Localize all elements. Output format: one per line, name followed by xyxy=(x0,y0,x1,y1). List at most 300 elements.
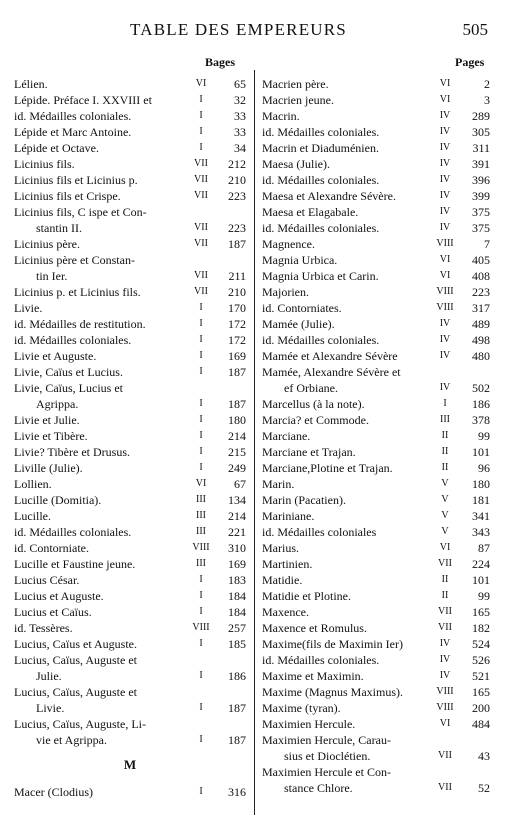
index-entry xyxy=(14,620,246,636)
page-ref: 33 xyxy=(234,125,246,139)
entry-text: Lépide et Octave. xyxy=(14,141,99,155)
index-entry xyxy=(262,332,490,348)
index-entry xyxy=(262,620,490,636)
page-ref: 182 xyxy=(472,621,490,635)
index-entry xyxy=(14,412,246,428)
page-ref: 169 xyxy=(228,557,246,571)
left-entry-list-m xyxy=(14,784,246,800)
index-entry xyxy=(262,700,490,716)
volume-number: II xyxy=(441,574,449,585)
page-ref: 87 xyxy=(478,541,490,555)
volume-number: VII xyxy=(438,606,452,617)
right-pages-heading: Pages xyxy=(455,55,485,69)
entry-text: Mamée et Alexandre Sévère xyxy=(262,349,398,363)
index-entry xyxy=(14,636,246,652)
entry-text: Maxence et Romulus. xyxy=(262,621,367,635)
volume-number: VI xyxy=(439,718,451,729)
index-entry xyxy=(14,556,246,572)
entry-text: Livie, Caïus, Lucius et xyxy=(14,381,123,395)
entry-text: Lépide et Marc Antoine. xyxy=(14,125,132,139)
index-entry xyxy=(14,156,246,172)
index-entry xyxy=(14,76,246,92)
page-ref: 311 xyxy=(472,141,490,155)
entry-text: id. Contorniate. xyxy=(14,541,89,555)
entry-text: Magnia Urbica et Carin. xyxy=(262,269,379,283)
entry-continuation: ef Orbiane. xyxy=(284,381,338,395)
page-ref: 96 xyxy=(478,461,490,475)
section-gap xyxy=(14,776,246,784)
index-entry xyxy=(14,784,246,800)
page-ref: 169 xyxy=(228,349,246,363)
volume-number: VII xyxy=(194,270,208,281)
index-entry xyxy=(262,732,490,764)
page-ref: 316 xyxy=(228,785,246,799)
index-entry xyxy=(14,652,246,684)
index-entry xyxy=(14,540,246,556)
entry-text: Matidie. xyxy=(262,573,303,587)
entry-text: Macrien jeune. xyxy=(262,93,334,107)
page-ref: 99 xyxy=(478,589,490,603)
index-entry xyxy=(262,204,490,220)
page-ref: 101 xyxy=(472,445,490,459)
volume-number: VI xyxy=(439,94,451,105)
entry-continuation: tin Ier. xyxy=(36,269,68,283)
page-ref: 489 xyxy=(472,317,490,331)
entry-text: id. Médailles coloniales. xyxy=(14,525,132,539)
index-entry xyxy=(14,380,246,412)
entry-text: id. Tessères. xyxy=(14,621,73,635)
page-ref: 32 xyxy=(234,93,246,107)
page-ref: 214 xyxy=(228,509,246,523)
entry-text: Lucille (Domitia). xyxy=(14,493,102,507)
page-ref: 187 xyxy=(228,237,246,251)
page-number: 505 xyxy=(462,20,488,39)
volume-number: IV xyxy=(439,670,451,681)
page-ref: 2 xyxy=(484,77,490,91)
entry-text: Mamée (Julie). xyxy=(262,317,335,331)
entry-text: Maxime (Magnus Maximus). xyxy=(262,685,403,699)
page-ref: 186 xyxy=(228,669,246,683)
volume-number: IV xyxy=(439,318,451,329)
entry-text: Maximien Hercule, Carau- xyxy=(262,733,391,747)
page-ref: 375 xyxy=(472,205,490,219)
entry-text: Licinius père. xyxy=(14,237,80,251)
entry-text: id. Médailles coloniales. xyxy=(14,109,132,123)
index-entry xyxy=(262,76,490,92)
volume-number: I xyxy=(199,302,203,313)
volume-number: VII xyxy=(194,190,208,201)
entry-text: id. Médailles coloniales. xyxy=(262,221,380,235)
index-entry xyxy=(262,300,490,316)
entry-text: Maesa et Elagabale. xyxy=(262,205,359,219)
page-ref: 223 xyxy=(228,189,246,203)
volume-number: VII xyxy=(194,238,208,249)
volume-number: II xyxy=(441,590,449,601)
page-header xyxy=(0,20,521,42)
page-ref: 184 xyxy=(228,605,246,619)
entry-text: id. Médailles coloniales. xyxy=(262,125,380,139)
right-entry-list xyxy=(262,76,490,796)
volume-number: VII xyxy=(194,286,208,297)
index-entry xyxy=(262,636,490,652)
page-ref: 101 xyxy=(472,573,490,587)
left-pages-heading: Bages xyxy=(205,55,235,69)
entry-text: Maxence. xyxy=(262,605,309,619)
entry-text: Lucius et Auguste. xyxy=(14,589,104,603)
index-entry xyxy=(262,348,490,364)
entry-text: Majorien. xyxy=(262,285,309,299)
volume-number: VIII xyxy=(436,302,454,313)
page-ref: 524 xyxy=(472,637,490,651)
index-entry xyxy=(262,156,490,172)
volume-number: I xyxy=(199,366,203,377)
index-entry xyxy=(262,412,490,428)
volume-number: I xyxy=(199,94,203,105)
index-entry xyxy=(262,188,490,204)
volume-number: VI xyxy=(195,478,207,489)
index-entry xyxy=(262,284,490,300)
left-entry-list xyxy=(14,76,246,748)
page-ref: 502 xyxy=(472,381,490,395)
index-entry xyxy=(14,476,246,492)
index-entry xyxy=(14,428,246,444)
volume-number: IV xyxy=(439,638,451,649)
volume-number: VIII xyxy=(436,702,454,713)
volume-number: I xyxy=(199,638,203,649)
index-entry xyxy=(14,348,246,364)
index-entry xyxy=(262,268,490,284)
index-entry xyxy=(14,124,246,140)
page-ref: 399 xyxy=(472,189,490,203)
page-ref: 180 xyxy=(228,413,246,427)
page-ref: 99 xyxy=(478,429,490,443)
entry-continuation: Livie. xyxy=(36,701,65,715)
page-ref: 52 xyxy=(478,781,490,795)
entry-text: Maxime et Maximin. xyxy=(262,669,364,683)
entry-text: Marin. xyxy=(262,477,295,491)
volume-number: IV xyxy=(439,334,451,345)
volume-number: I xyxy=(199,702,203,713)
entry-text: Martinien. xyxy=(262,557,313,571)
page-ref: 408 xyxy=(472,269,490,283)
index-entry xyxy=(14,588,246,604)
entry-text: Maximien Hercule et Con- xyxy=(262,765,391,779)
volume-number: I xyxy=(443,398,447,409)
page-ref: 257 xyxy=(228,621,246,635)
volume-number: VII xyxy=(194,158,208,169)
volume-number: VIII xyxy=(436,286,454,297)
column-divider xyxy=(254,70,255,815)
index-entry xyxy=(14,284,246,300)
volume-number: I xyxy=(199,670,203,681)
entry-text: Livie et Tibère. xyxy=(14,429,88,443)
volume-number: VI xyxy=(439,78,451,89)
index-entry xyxy=(14,300,246,316)
index-entry xyxy=(262,508,490,524)
entry-text: Maxime (tyran). xyxy=(262,701,341,715)
entry-text: Marcia? et Commode. xyxy=(262,413,369,427)
page-ref: 67 xyxy=(234,477,246,491)
index-entry xyxy=(14,444,246,460)
volume-number: I xyxy=(199,398,203,409)
index-entry xyxy=(262,220,490,236)
index-entry xyxy=(262,140,490,156)
volume-number: III xyxy=(440,414,450,425)
index-entry xyxy=(14,252,246,284)
page-ref: 396 xyxy=(472,173,490,187)
page-ref: 480 xyxy=(472,349,490,363)
running-title: TABLE DES EMPEREURS xyxy=(130,20,347,39)
page-ref: 224 xyxy=(472,557,490,571)
entry-text: Licinius fils et Crispe. xyxy=(14,189,121,203)
index-entry xyxy=(262,764,490,796)
entry-continuation: vie et Agrippa. xyxy=(36,733,107,747)
index-entry xyxy=(262,588,490,604)
page-ref: 186 xyxy=(472,397,490,411)
volume-number: IV xyxy=(439,382,451,393)
entry-text: Marin (Pacatien). xyxy=(262,493,346,507)
page-ref: 305 xyxy=(472,125,490,139)
entry-text: Marciane. xyxy=(262,429,311,443)
page-ref: 7 xyxy=(484,237,490,251)
index-entry xyxy=(262,172,490,188)
page-ref: 214 xyxy=(228,429,246,443)
index-entry xyxy=(262,396,490,412)
entry-text: Lucille et Faustine jeune. xyxy=(14,557,136,571)
entry-text: Licinius fils, C ispe et Con- xyxy=(14,205,147,219)
index-entry xyxy=(262,556,490,572)
entry-text: Matidie et Plotine. xyxy=(262,589,351,603)
entry-text: id. Médailles coloniales. xyxy=(262,653,380,667)
page-ref: 43 xyxy=(478,749,490,763)
volume-number: VIII xyxy=(192,542,210,553)
page-ref: 187 xyxy=(228,701,246,715)
index-entry xyxy=(14,572,246,588)
page-ref: 33 xyxy=(234,109,246,123)
page-ref: 210 xyxy=(228,173,246,187)
entry-text: Mamée, Alexandre Sévère et xyxy=(262,365,401,379)
entry-text: Magnia Urbica. xyxy=(262,253,338,267)
volume-number: VIII xyxy=(192,622,210,633)
volume-number: V xyxy=(441,526,449,537)
entry-text: Livie, Caïus et Lucius. xyxy=(14,365,123,379)
index-entry xyxy=(262,316,490,332)
entry-text: Marius. xyxy=(262,541,299,555)
entry-text: Maesa et Alexandre Sévère. xyxy=(262,189,396,203)
volume-number: IV xyxy=(439,190,451,201)
entry-text: Marciane,Plotine et Trajan. xyxy=(262,461,393,475)
volume-number: I xyxy=(199,590,203,601)
entry-text: Lépide. Préface I. XXVIII et xyxy=(14,93,152,107)
page-ref: 180 xyxy=(472,477,490,491)
index-entry xyxy=(14,316,246,332)
entry-text: Livie? Tibère et Drusus. xyxy=(14,445,130,459)
entry-text: Liville (Julie). xyxy=(14,461,83,475)
right-column xyxy=(262,76,490,796)
page-ref: 484 xyxy=(472,717,490,731)
volume-number: V xyxy=(441,494,449,505)
volume-number: I xyxy=(199,462,203,473)
page-ref: 378 xyxy=(472,413,490,427)
page-ref: 249 xyxy=(228,461,246,475)
entry-text: Licinius fils et Licinius p. xyxy=(14,173,138,187)
left-column xyxy=(14,76,246,800)
index-entry xyxy=(262,124,490,140)
volume-number: VII xyxy=(438,750,452,761)
page-ref: 187 xyxy=(228,365,246,379)
volume-number: II xyxy=(441,446,449,457)
index-entry xyxy=(262,668,490,684)
volume-number: VIII xyxy=(436,238,454,249)
volume-number: VII xyxy=(194,222,208,233)
entry-text: Macrien père. xyxy=(262,77,329,91)
volume-number: I xyxy=(199,430,203,441)
index-entry xyxy=(262,524,490,540)
entry-text: Lucius César. xyxy=(14,573,80,587)
volume-number: IV xyxy=(439,350,451,361)
index-entry xyxy=(262,444,490,460)
entry-text: Magnence. xyxy=(262,237,315,251)
volume-number: VI xyxy=(439,254,451,265)
entry-text: Macrin. xyxy=(262,109,300,123)
entry-text: Lucille. xyxy=(14,509,51,523)
volume-number: I xyxy=(199,318,203,329)
index-entry xyxy=(262,364,490,396)
index-entry xyxy=(262,652,490,668)
entry-text: id. Médailles coloniales xyxy=(262,525,377,539)
volume-number: I xyxy=(199,574,203,585)
volume-number: VII xyxy=(438,622,452,633)
page-ref: 405 xyxy=(472,253,490,267)
index-entry xyxy=(14,172,246,188)
volume-number: I xyxy=(199,350,203,361)
entry-text: Maxime(fils de Maximin Ier) xyxy=(262,637,403,651)
entry-text: Licinius p. et Licinius fils. xyxy=(14,285,141,299)
volume-number: VII xyxy=(438,558,452,569)
entry-text: Lucius, Caïus, Auguste, Li- xyxy=(14,717,146,731)
entry-text: Lucius, Caïus, Auguste et xyxy=(14,653,137,667)
volume-number: VI xyxy=(195,78,207,89)
entry-continuation: Julie. xyxy=(36,669,62,683)
index-entry xyxy=(262,684,490,700)
entry-text: Licinius père et Constan- xyxy=(14,253,135,267)
volume-number: I xyxy=(199,334,203,345)
volume-number: IV xyxy=(439,654,451,665)
volume-number: III xyxy=(196,558,206,569)
volume-number: III xyxy=(196,510,206,521)
page-ref: 310 xyxy=(228,541,246,555)
page-ref: 165 xyxy=(472,685,490,699)
page-ref: 3 xyxy=(484,93,490,107)
index-entry xyxy=(14,460,246,476)
volume-number: IV xyxy=(439,222,451,233)
page-ref: 65 xyxy=(234,77,246,91)
index-entry xyxy=(262,476,490,492)
index-entry xyxy=(262,492,490,508)
volume-number: I xyxy=(199,446,203,457)
index-entry xyxy=(262,108,490,124)
entry-continuation: sius et Dioclétien. xyxy=(284,749,371,763)
page-ref: 172 xyxy=(228,333,246,347)
entry-continuation: Agrippa. xyxy=(36,397,79,411)
index-entry xyxy=(262,572,490,588)
volume-number: IV xyxy=(439,142,451,153)
index-entry xyxy=(14,108,246,124)
index-entry xyxy=(14,604,246,620)
page-ref: 200 xyxy=(472,701,490,715)
volume-number: IV xyxy=(439,174,451,185)
volume-number: V xyxy=(441,510,449,521)
entry-text: id. Médailles coloniales. xyxy=(262,333,380,347)
entry-text: id. Médailles coloniales. xyxy=(14,333,132,347)
volume-number: III xyxy=(196,494,206,505)
page-ref: 184 xyxy=(228,589,246,603)
volume-number: VIII xyxy=(436,686,454,697)
volume-number: III xyxy=(196,526,206,537)
page-ref: 165 xyxy=(472,605,490,619)
entry-text: Marcellus (à la note). xyxy=(262,397,365,411)
page-ref: 134 xyxy=(228,493,246,507)
entry-text: Lucius et Caïus. xyxy=(14,605,92,619)
index-entry xyxy=(14,140,246,156)
page-ref: 183 xyxy=(228,573,246,587)
index-entry xyxy=(262,92,490,108)
entry-text: id. Médailles coloniales. xyxy=(262,173,380,187)
page-ref: 341 xyxy=(472,509,490,523)
volume-number: I xyxy=(199,110,203,121)
volume-number: VII xyxy=(438,782,452,793)
page-ref: 215 xyxy=(228,445,246,459)
section-letter: M xyxy=(123,757,137,772)
entry-text: id. Contorniates. xyxy=(262,301,342,315)
entry-text: Lélien. xyxy=(14,77,48,91)
index-entry xyxy=(14,188,246,204)
page-ref: 181 xyxy=(472,493,490,507)
page-ref: 223 xyxy=(228,221,246,235)
page-ref: 187 xyxy=(228,733,246,747)
page-ref: 343 xyxy=(472,525,490,539)
page-ref: 170 xyxy=(228,301,246,315)
volume-number: I xyxy=(199,606,203,617)
index-entry xyxy=(262,460,490,476)
page-ref: 210 xyxy=(228,285,246,299)
entry-text: Mariniane. xyxy=(262,509,315,523)
index-entry xyxy=(262,428,490,444)
volume-number: II xyxy=(441,462,449,473)
index-entry xyxy=(14,684,246,716)
index-entry xyxy=(14,236,246,252)
entry-text: id. Médailles de restitution. xyxy=(14,317,146,331)
page-ref: 289 xyxy=(472,109,490,123)
index-entry xyxy=(14,332,246,348)
page-ref: 391 xyxy=(472,157,490,171)
volume-number: I xyxy=(199,126,203,137)
volume-number: I xyxy=(199,734,203,745)
index-entry xyxy=(14,716,246,748)
page-ref: 498 xyxy=(472,333,490,347)
entry-continuation: stance Chlore. xyxy=(284,781,353,795)
volume-number: IV xyxy=(439,206,451,217)
entry-text: Maximien Hercule. xyxy=(262,717,356,731)
index-entry xyxy=(14,364,246,380)
volume-number: VI xyxy=(439,542,451,553)
page-ref: 212 xyxy=(228,157,246,171)
entry-text: Lucius, Caïus et Auguste. xyxy=(14,637,137,651)
index-entry xyxy=(262,252,490,268)
page-ref: 34 xyxy=(234,141,246,155)
entry-continuation: stantin II. xyxy=(36,221,82,235)
volume-number: VI xyxy=(439,270,451,281)
